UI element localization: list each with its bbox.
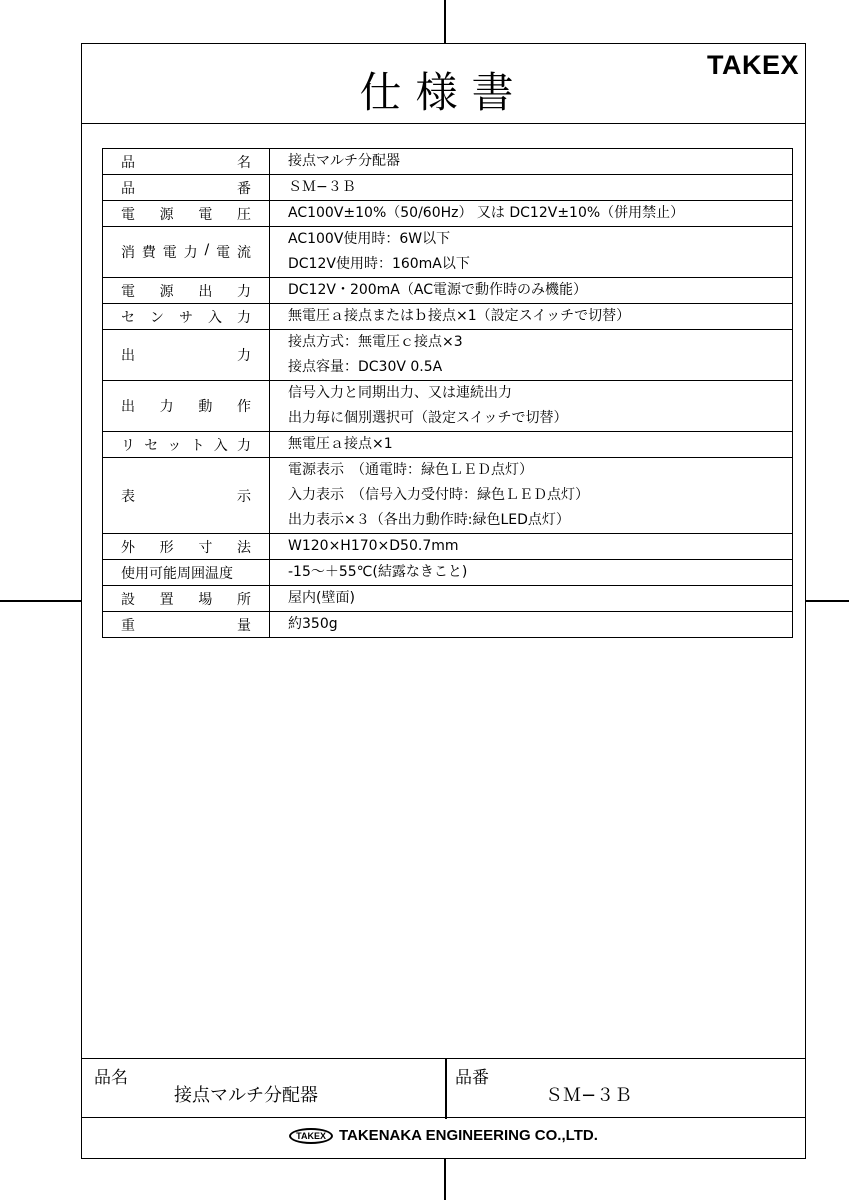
spec-row [103,458,793,534]
spec-value: -15～＋55℃(結露なきこと) [288,564,468,580]
spec-row [103,612,793,638]
spec-label-cell [103,227,270,278]
spec-label [121,178,251,198]
spec-label-cell [103,458,270,534]
spec-label-char: 作 [236,399,251,415]
spec-label-cell [103,381,270,432]
spec-label-char: 法 [236,539,251,556]
spec-label-char: 場 [198,591,213,608]
spec-value-cell [270,432,793,458]
spec-label-char: 力 [159,399,174,415]
spec-label [121,345,251,365]
footer-number-value: ＳＭ−３Ｂ [545,1085,633,1106]
spec-label-char: / [204,242,210,258]
spec-value-cell [270,278,793,304]
spec-label-char: 力 [183,245,198,261]
spec-label [121,204,251,224]
spec-label-char: 入 [208,309,222,326]
spec-value-cell [270,612,793,638]
spec-label-char: 重 [121,617,135,634]
spec-row [103,560,793,586]
spec-label [121,242,251,262]
spec-label-cell [103,534,270,560]
spec-label [121,281,251,301]
spec-label-char: 表 [121,488,135,505]
spec-label-char: 使用可能周囲温度 [121,565,233,582]
spec-label-char: 入 [213,437,228,454]
takex-logo: TAKEX [706,50,799,80]
spec-label-cell [103,175,270,201]
spec-label [121,307,251,327]
spec-label-char: リ [121,437,135,454]
spec-label-cell [103,149,270,175]
spec-value: 電源表示 （通電時：緑色ＬＥＤ点灯） [288,462,533,478]
footer-divider [445,1059,447,1119]
spec-row [103,227,793,278]
spec-label-cell [103,612,270,638]
spec-label-char: 品 [121,154,135,171]
spec-value-cell [270,175,793,201]
spec-row [103,534,793,560]
spec-label-char: 圧 [236,206,251,223]
spec-label-cell [103,560,270,586]
spec-label-char: 力 [236,437,251,454]
spec-value: AC100V使用時：6W以下 [288,231,451,247]
footer-name-label: 品名 [94,1068,128,1088]
footer-block [82,1058,805,1158]
spec-label-char: 流 [236,245,251,261]
crop-mark-left [0,600,81,602]
spec-row [103,175,793,201]
spec-label-cell [103,304,270,330]
spec-value-cell [270,304,793,330]
spec-label-char: 量 [237,617,251,634]
spec-label-char: ッ [167,437,182,454]
spec-label-char: 動 [198,399,213,415]
spec-label-char: 出 [121,348,135,364]
spec-label-char: 消 [121,245,135,261]
spec-label-char: 電 [121,206,135,223]
spec-value: W120×H170×D50.7mm [288,538,459,554]
spec-label-char: 電 [216,245,231,261]
spec-label-char: セ [144,437,159,454]
spec-value-cell [270,149,793,175]
footer-product-row [82,1058,805,1118]
spec-row [103,304,793,330]
spec-value-cell [270,381,793,432]
spec-value: ＳＭ−３Ｂ [288,179,356,195]
spec-value: 無電圧ａ接点またはｂ接点×1（設定スイッチで切替） [288,308,631,324]
company-logo: TAKEX [289,1128,333,1144]
spec-value: 出力表示×３（各出力動作時:緑色LED点灯） [288,512,570,528]
spec-label-cell [103,586,270,612]
spec-value: AC100V±10%（50/60Hz） 又は DC12V±10%（併用禁止） [288,205,685,221]
spec-label [121,589,251,609]
spec-label [121,537,251,557]
spec-label-char: 設 [121,591,135,608]
spec-label [121,563,251,583]
spec-value-cell [270,227,793,278]
spec-table [102,148,793,638]
spec-value-cell [270,201,793,227]
spec-label [121,152,251,172]
crop-mark-bottom [444,1159,446,1200]
spec-value-cell [270,586,793,612]
crop-mark-right [806,600,849,602]
spec-value: 約350g [288,616,338,632]
spec-label-char: 寸 [198,539,213,556]
spec-label-char: 名 [237,154,251,171]
spec-label-cell [103,201,270,227]
spec-label [121,615,251,635]
spec-value: DC12V使用時：160mA以下 [288,256,470,272]
spec-row [103,278,793,304]
spec-value: 屋内(壁面) [288,590,355,606]
spec-value-cell [270,458,793,534]
spec-value-cell [270,560,793,586]
spec-value: DC12V・200mA（AC電源で動作時のみ機能） [288,282,587,298]
crop-mark-top [444,0,446,43]
spec-label-char: 置 [159,591,174,608]
spec-label-char: 電 [121,283,135,300]
spec-label-char: ト [190,437,205,454]
spec-value: 接点マルチ分配器 [288,153,400,169]
spec-label-char: 力 [236,283,251,300]
spec-value: 接点方式：無電圧ｃ接点×3 [288,334,463,350]
spec-row [103,201,793,227]
spec-value: 無電圧ａ接点×1 [288,436,393,452]
spec-label [121,486,251,506]
page-title: 仕様書 [359,68,528,117]
spec-label-char: 品 [121,180,135,197]
spec-label-char: 出 [121,399,135,415]
spec-label [121,435,251,455]
spec-value-cell [270,330,793,381]
spec-row [103,586,793,612]
spec-label-cell [103,432,270,458]
spec-label [121,396,251,416]
spec-value-cell [270,534,793,560]
spec-label-char: 示 [237,488,251,505]
spec-value: 信号入力と同期出力、又は連続出力 [288,385,512,401]
spec-value: 出力毎に個別選択可（設定スイッチで切替） [288,410,568,426]
spec-label-cell [103,278,270,304]
spec-label-cell [103,330,270,381]
spec-label-char: 所 [236,591,251,608]
spec-label-char: 形 [159,539,174,556]
spec-row [103,330,793,381]
company-name: TAKENAKA ENGINEERING CO.,LTD. [338,1127,598,1144]
spec-label-char: 電 [162,245,177,261]
spec-value: 接点容量：DC30V 0.5A [288,359,443,375]
spec-value: 入力表示 （信号入力受付時：緑色ＬＥＤ点灯） [288,487,589,503]
spec-label-char: 電 [198,206,213,223]
spec-label-char: 外 [121,539,135,556]
spec-label-char: 源 [159,206,174,223]
footer-name-value: 接点マルチ分配器 [174,1085,318,1106]
company-row [82,1118,805,1158]
spec-label-char: 出 [198,283,213,300]
spec-label-char: ン [150,309,164,326]
spec-label-char: サ [179,309,193,326]
spec-label-char: 番 [237,180,251,197]
spec-label-char: 費 [141,245,156,261]
spec-label-char: セ [121,309,135,326]
spec-row [103,381,793,432]
spec-label-char: 源 [159,283,174,300]
spec-label-char: 力 [237,348,251,364]
spec-row [103,149,793,175]
title-block [82,44,805,124]
spec-label-char: 力 [237,309,251,326]
spec-row [103,432,793,458]
document-frame [81,43,806,1159]
footer-number-label: 品番 [455,1068,489,1088]
